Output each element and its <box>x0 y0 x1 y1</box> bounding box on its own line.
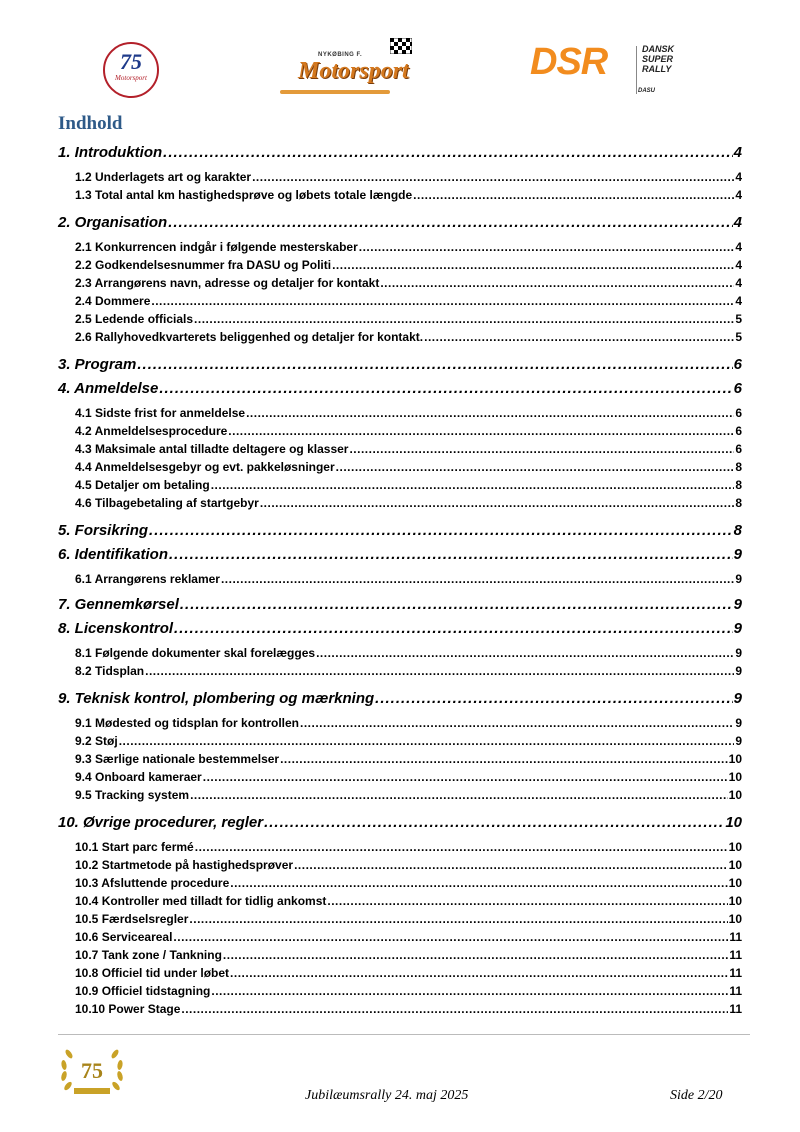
toc-entry-label: 1.2 Underlagets art og karakter <box>75 170 252 184</box>
toc-entry-label: 4.1 Sidste frist for anmeldelse <box>75 406 246 420</box>
toc-entry-page: 4 <box>735 170 742 184</box>
toc-subsection-entry[interactable] <box>75 240 742 254</box>
toc-heading: Indhold <box>58 113 123 134</box>
toc-dot-leader <box>211 984 728 998</box>
toc-subsection-entry[interactable] <box>75 894 742 908</box>
toc-subsection-entry[interactable] <box>75 948 742 962</box>
toc-subsection-entry[interactable] <box>75 406 742 420</box>
toc-dot-leader <box>327 894 727 908</box>
anniversary-caption: Motorsport <box>115 74 147 82</box>
toc-entry-label: 4.6 Tilbagebetaling af startgebyr <box>75 496 259 510</box>
toc-section-entry[interactable] <box>58 546 742 563</box>
toc-entry-label: 10.5 Færdselsregler <box>75 912 189 926</box>
toc-entry-label: 3. Program <box>58 356 137 373</box>
toc-dot-leader <box>300 716 734 730</box>
toc-entry-page: 10 <box>728 752 742 766</box>
toc-dot-leader <box>336 460 735 474</box>
toc-subsection-entry[interactable] <box>75 188 742 202</box>
toc-entry-label: 10.7 Tank zone / Tankning <box>75 948 222 962</box>
toc-dot-leader <box>194 312 734 326</box>
toc-subsection-entry[interactable] <box>75 478 742 492</box>
toc-dot-leader <box>230 876 727 890</box>
toc-entry-label: 2.6 Rallyhovedkvarterets beliggenhed og detaljer for kontakt. <box>75 330 424 344</box>
toc-entry-label: 4.4 Anmeldelsesgebyr og evt. pakkeløsninger <box>75 460 335 474</box>
toc-entry-label: 5. Forsikring <box>58 522 149 539</box>
toc-dot-leader <box>230 966 728 980</box>
toc-dot-leader <box>163 144 732 161</box>
toc-entry-label: 10.1 Start parc fermé <box>75 840 194 854</box>
toc-entry-page: 6 <box>735 424 742 438</box>
toc-entry-page: 11 <box>729 966 742 980</box>
toc-entry-label: 8.2 Tidsplan <box>75 664 145 678</box>
toc-dot-leader <box>173 930 728 944</box>
toc-section-entry[interactable] <box>58 380 742 397</box>
toc-entry-page: 4 <box>735 294 742 308</box>
toc-entry-label: 10.9 Officiel tidstagning <box>75 984 211 998</box>
toc-section-entry[interactable] <box>58 214 742 231</box>
toc-entry-page: 10 <box>728 894 742 908</box>
toc-dot-leader <box>280 752 728 766</box>
toc-subsection-entry[interactable] <box>75 788 742 802</box>
toc-dot-leader <box>413 188 734 202</box>
toc-entry-label: 10.10 Power Stage <box>75 1002 181 1016</box>
toc-entry-page: 9 <box>733 620 742 637</box>
toc-entry-label: 2.2 Godkendelsesnummer fra DASU og Politi <box>75 258 332 272</box>
toc-dot-leader <box>159 380 732 397</box>
toc-entry-label: 9.3 Særlige nationale bestemmelser <box>75 752 280 766</box>
toc-dot-leader <box>195 840 728 854</box>
toc-dot-leader <box>424 330 734 344</box>
dasu-mark: DASU <box>638 88 656 94</box>
toc-subsection-entry[interactable] <box>75 912 742 926</box>
toc-subsection-entry[interactable] <box>75 858 742 872</box>
toc-subsection-entry[interactable] <box>75 312 742 326</box>
toc-entry-page: 9 <box>733 546 742 563</box>
toc-subsection-entry[interactable] <box>75 840 742 854</box>
toc-dot-leader <box>211 478 735 492</box>
toc-entry-page: 4 <box>733 144 742 161</box>
motorsport-club-logo <box>278 36 418 102</box>
toc-dot-leader <box>294 858 728 872</box>
toc-entry-label: 6.1 Arrangørens reklamer <box>75 572 220 586</box>
toc-section-entry[interactable] <box>58 814 742 831</box>
toc-entry-label: 1.3 Total antal km hastighedsprøve og løbets totale længde <box>75 188 413 202</box>
toc-section-entry[interactable] <box>58 356 742 373</box>
toc-subsection-entry[interactable] <box>75 734 742 748</box>
toc-entry-page: 10 <box>728 912 742 926</box>
toc-dot-leader <box>223 948 728 962</box>
toc-dot-leader <box>260 496 734 510</box>
toc-section-entry[interactable] <box>58 144 742 161</box>
toc-dot-leader <box>203 770 728 784</box>
toc-entry-label: 10.3 Afsluttende procedure <box>75 876 230 890</box>
toc-dot-leader <box>359 240 735 254</box>
toc-dot-leader <box>264 814 724 831</box>
toc-entry-page: 10 <box>725 814 742 831</box>
toc-subsection-entry[interactable] <box>75 876 742 890</box>
toc-subsection-entry[interactable] <box>75 496 742 510</box>
toc-entry-page: 4 <box>733 214 742 231</box>
dsr-divider <box>636 46 637 94</box>
toc-entry-page: 4 <box>735 258 742 272</box>
toc-entry-label: 2.3 Arrangørens navn, adresse og detaljer for kontakt <box>75 276 380 290</box>
toc-entry-page: 8 <box>735 478 742 492</box>
toc-entry-label: 4. Anmeldelse <box>58 380 159 397</box>
toc-section-entry[interactable] <box>58 522 742 539</box>
toc-entry-label: 2.1 Konkurrencen indgår i følgende mesterskaber <box>75 240 358 254</box>
toc-entry-page: 6 <box>733 356 742 373</box>
toc-entry-label: 9.5 Tracking system <box>75 788 190 802</box>
footer-page-number: Side 2/20 <box>670 1088 723 1103</box>
toc-entry-page: 9 <box>735 664 742 678</box>
toc-entry-label: 9.4 Onboard kameraer <box>75 770 202 784</box>
toc-section-entry[interactable] <box>58 690 742 707</box>
toc-subsection-entry[interactable] <box>75 424 742 438</box>
header-logos <box>0 30 800 110</box>
toc-entry-page: 4 <box>735 240 742 254</box>
motorsport-wordmark: Motorsport <box>298 58 409 84</box>
toc-dot-leader <box>151 294 734 308</box>
dsr-text: DANSK SUPER RALLY <box>642 44 675 74</box>
toc-entry-label: 9.1 Mødested og tidsplan for kontrollen <box>75 716 300 730</box>
motorsport-kicker: NYKØBING F. <box>318 52 363 58</box>
toc-dot-leader <box>145 664 734 678</box>
toc-entry-label: 1. Introduktion <box>58 144 163 161</box>
toc-entry-label: 2.5 Ledende officials <box>75 312 194 326</box>
toc-subsection-entry[interactable] <box>75 460 742 474</box>
toc-entry-page: 10 <box>728 876 742 890</box>
toc-entry-label: 7. Gennemkørsel <box>58 596 179 613</box>
toc-dot-leader <box>189 912 727 926</box>
toc-entry-label: 10. Øvrige procedurer, regler <box>58 814 264 831</box>
dansk-super-rally-logo <box>530 42 700 102</box>
motorsport-swoosh <box>280 90 390 94</box>
toc-dot-leader <box>169 546 733 563</box>
toc-dot-leader <box>252 170 734 184</box>
anniversary-75-logo <box>103 42 159 98</box>
footer-divider <box>58 1034 750 1035</box>
toc-dot-leader <box>380 276 734 290</box>
toc-subsection-entry[interactable] <box>75 330 742 344</box>
toc-subsection-entry[interactable] <box>75 170 742 184</box>
toc-subsection-entry[interactable] <box>75 442 742 456</box>
toc-entry-page: 10 <box>728 840 742 854</box>
toc-dot-leader <box>228 424 734 438</box>
anniversary-wreath-icon <box>56 1040 128 1102</box>
toc-entry-page: 9 <box>733 596 742 613</box>
toc-subsection-entry[interactable] <box>75 294 742 308</box>
toc-entry-page: 8 <box>733 522 742 539</box>
toc-dot-leader <box>119 734 735 748</box>
toc-entry-page: 9 <box>735 572 742 586</box>
toc-entry-page: 11 <box>729 948 742 962</box>
toc-subsection-entry[interactable] <box>75 572 742 586</box>
toc-dot-leader <box>246 406 734 420</box>
toc-entry-page: 9 <box>733 690 742 707</box>
checkered-flag-icon <box>390 38 412 54</box>
toc-dot-leader <box>316 646 734 660</box>
toc-entry-page: 9 <box>735 716 742 730</box>
toc-dot-leader <box>137 356 732 373</box>
toc-entry-label: 6. Identifikation <box>58 546 169 563</box>
toc-entry-label: 10.6 Serviceareal <box>75 930 173 944</box>
toc-entry-page: 9 <box>735 734 742 748</box>
wreath-number: 75 <box>81 1058 103 1083</box>
toc-subsection-entry[interactable] <box>75 930 742 944</box>
toc-entry-label: 9. Teknisk kontrol, plombering og mærkning <box>58 690 375 707</box>
toc-entry-page: 4 <box>735 188 742 202</box>
toc-subsection-entry[interactable] <box>75 716 742 730</box>
toc-entry-page: 11 <box>729 984 742 998</box>
toc-subsection-entry[interactable] <box>75 276 742 290</box>
toc-section-entry[interactable] <box>58 596 742 613</box>
toc-entry-page: 8 <box>735 496 742 510</box>
toc-entry-page: 10 <box>728 770 742 784</box>
dsr-mark: DSR <box>530 41 608 83</box>
toc-dot-leader <box>332 258 734 272</box>
toc-subsection-entry[interactable] <box>75 984 742 998</box>
toc-entry-label: 2.4 Dommere <box>75 294 151 308</box>
toc-dot-leader <box>375 690 733 707</box>
toc-dot-leader <box>181 1002 728 1016</box>
toc-entry-label: 4.5 Detaljer om betaling <box>75 478 210 492</box>
toc-entry-page: 5 <box>735 330 742 344</box>
toc-entry-page: 9 <box>735 646 742 660</box>
anniversary-number: 75 <box>120 49 142 74</box>
toc-entry-page: 10 <box>728 858 742 872</box>
toc-entry-label: 8. Licenskontrol <box>58 620 174 637</box>
toc-entry-page: 6 <box>735 442 742 456</box>
toc-entry-label: 10.4 Kontroller med tilladt for tidlig ankomst <box>75 894 327 908</box>
toc-dot-leader <box>149 522 733 539</box>
toc-entry-label: 8.1 Følgende dokumenter skal forelægges <box>75 646 316 660</box>
toc-entry-page: 6 <box>733 380 742 397</box>
toc-entry-page: 8 <box>735 460 742 474</box>
toc-subsection-entry[interactable] <box>75 770 742 784</box>
toc-entry-page: 4 <box>735 276 742 290</box>
toc-entry-label: 2. Organisation <box>58 214 168 231</box>
toc-entry-label: 10.8 Officiel tid under løbet <box>75 966 230 980</box>
toc-entry-page: 5 <box>735 312 742 326</box>
toc-entry-page: 11 <box>729 1002 742 1016</box>
toc-entry-page: 10 <box>728 788 742 802</box>
toc-subsection-entry[interactable] <box>75 752 742 766</box>
toc-subsection-entry[interactable] <box>75 664 742 678</box>
toc-subsection-entry[interactable] <box>75 646 742 660</box>
toc-dot-leader <box>180 596 733 613</box>
toc-entry-label: 10.2 Startmetode på hastighedsprøver <box>75 858 294 872</box>
toc-dot-leader <box>349 442 734 456</box>
toc-entry-label: 4.3 Maksimale antal tilladte deltagere og klasser <box>75 442 349 456</box>
toc-dot-leader <box>168 214 732 231</box>
footer-event: Jubilæumsrally 24. maj 2025 <box>305 1088 469 1103</box>
toc-entry-label: 4.2 Anmeldelsesprocedure <box>75 424 228 438</box>
toc-section-entry[interactable] <box>58 620 742 637</box>
toc-dot-leader <box>221 572 734 586</box>
toc-entry-page: 11 <box>729 930 742 944</box>
toc-subsection-entry[interactable] <box>75 1002 742 1016</box>
toc-dot-leader <box>190 788 728 802</box>
toc-subsection-entry[interactable] <box>75 966 742 980</box>
toc-entry-label: 9.2 Støj <box>75 734 118 748</box>
toc-dot-leader <box>174 620 733 637</box>
toc-entry-page: 6 <box>735 406 742 420</box>
toc-subsection-entry[interactable] <box>75 258 742 272</box>
